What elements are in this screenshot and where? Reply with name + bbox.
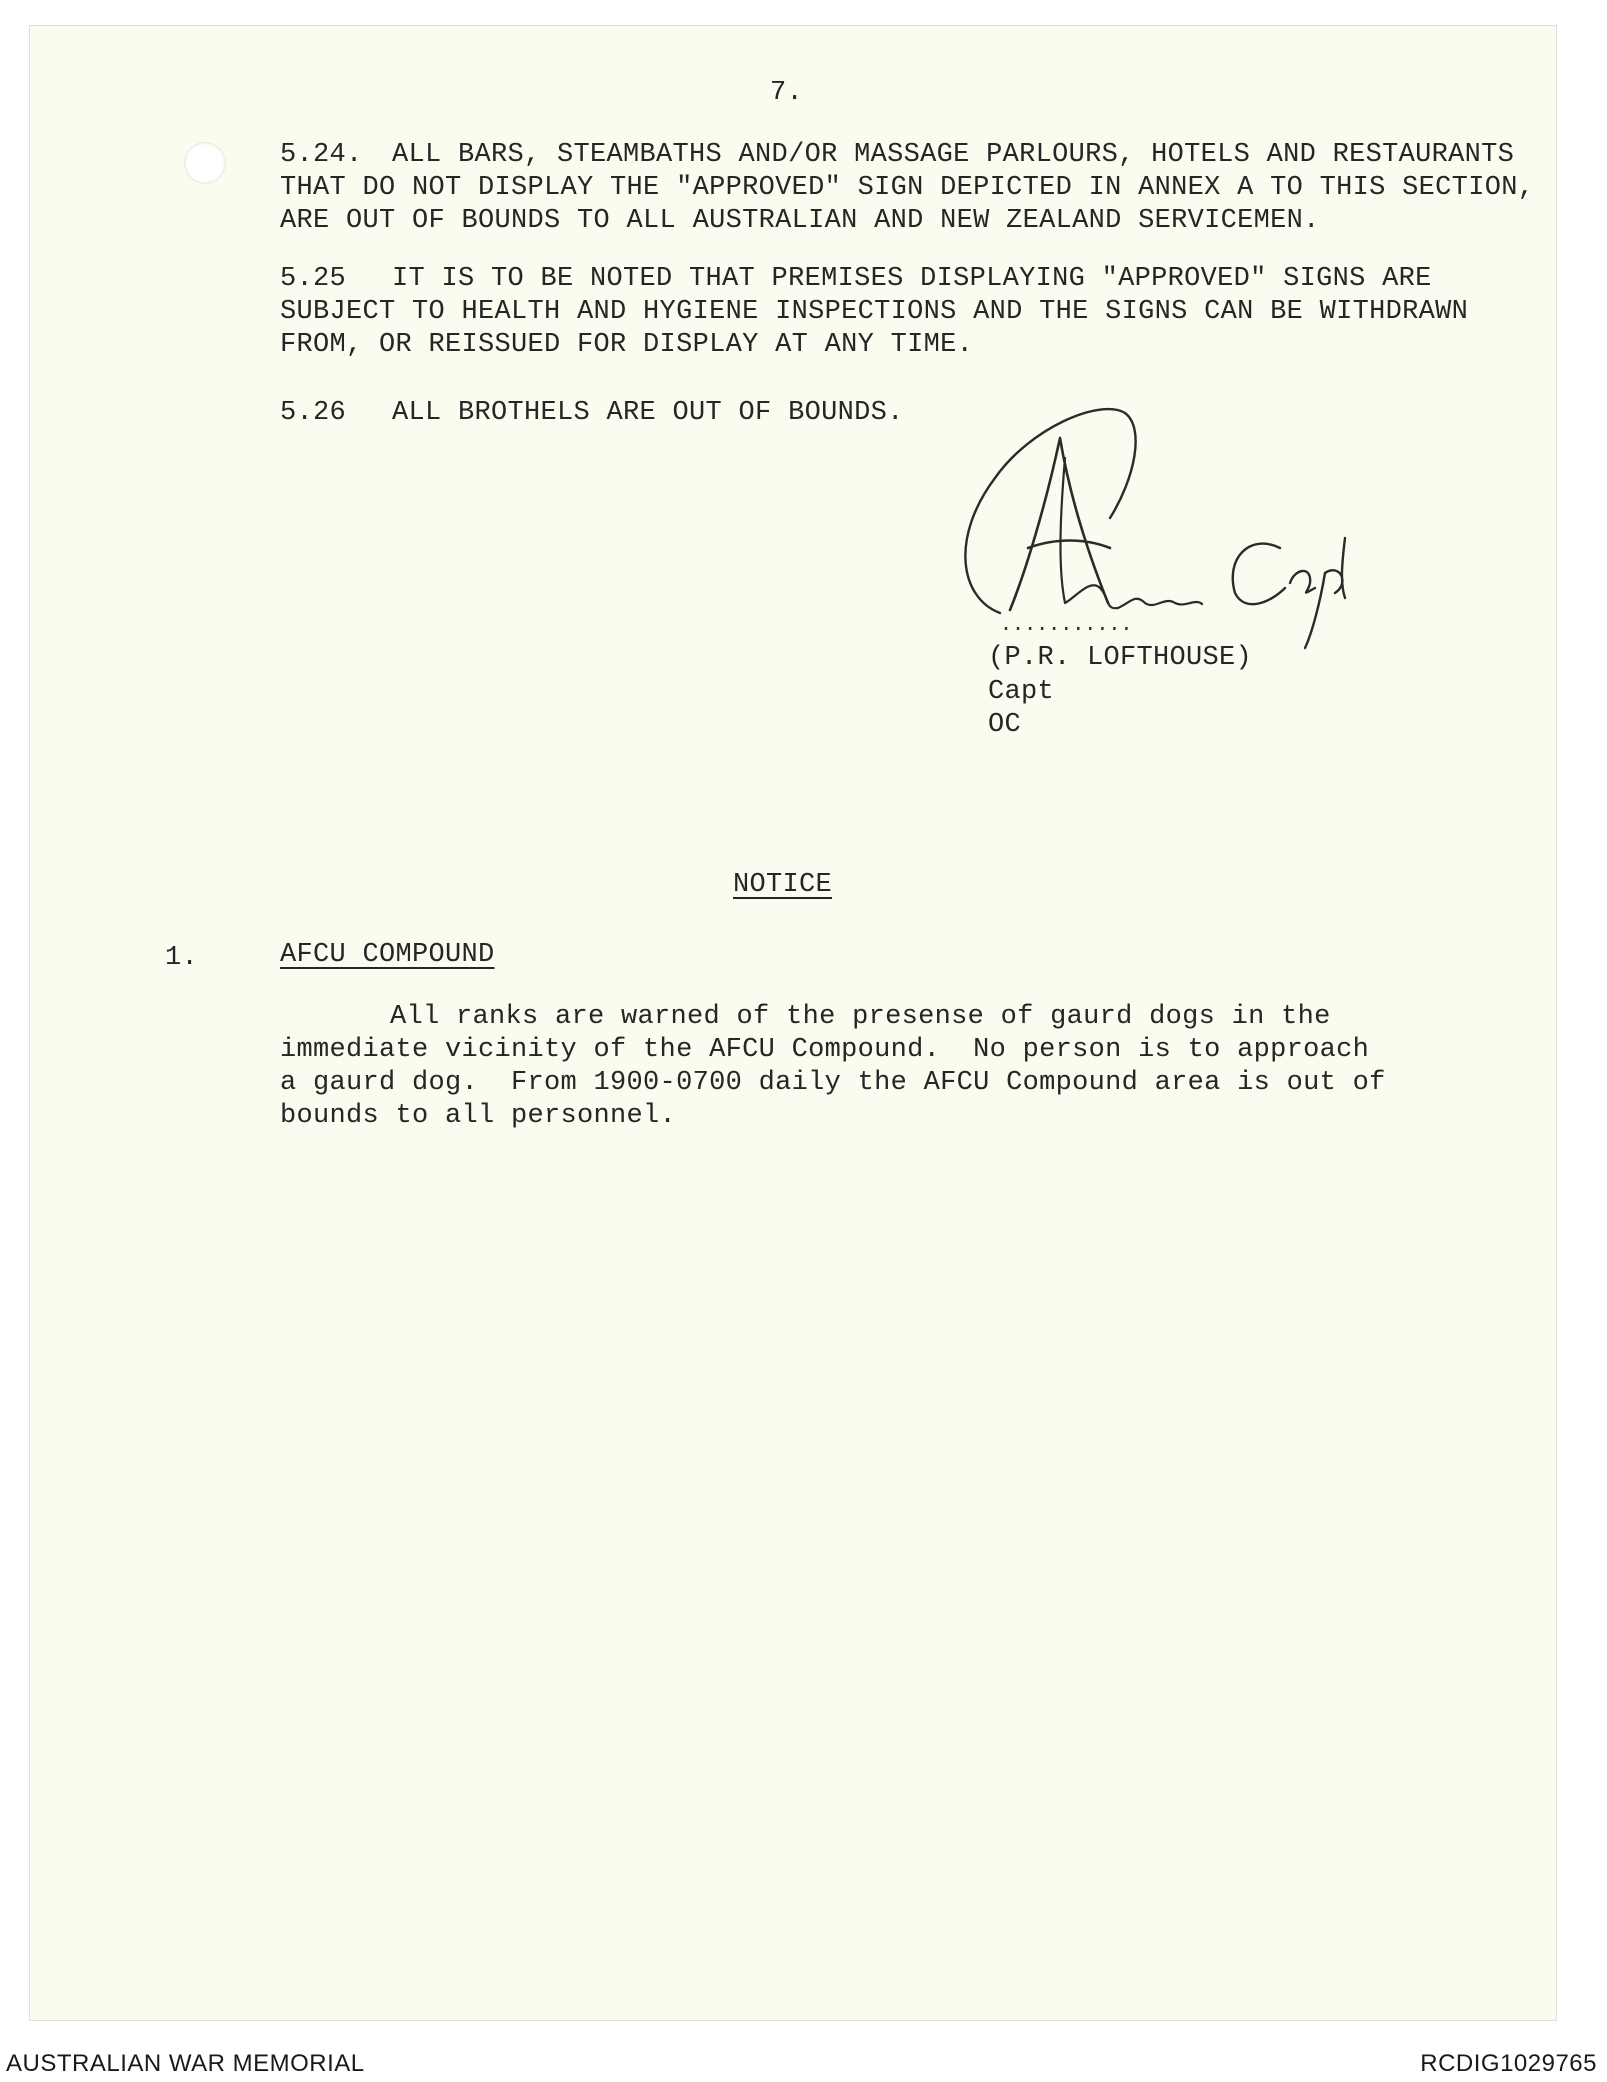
signatory-role: OC: [988, 710, 1022, 740]
clause-5-25-line-1: 5.25 IT IS TO BE NOTED THAT PREMISES DISPLAYING "APPROVED" SIGNS ARE: [280, 264, 1432, 294]
notice-body-line-2: immediate vicinity of the AFCU Compound. No person is to approach: [280, 1035, 1370, 1065]
signatory-name: (P.R. LOFTHOUSE): [988, 643, 1253, 673]
notice-body-line-3: a gaurd dog. From 1900-0700 daily the AFCU Compound area is out of: [280, 1068, 1386, 1098]
notice-body-line-4: bounds to all personnel.: [280, 1101, 677, 1131]
clause-5-24-line-2: THAT DO NOT DISPLAY THE "APPROVED" SIGN DEPICTED IN ANNEX A TO THIS SECTION,: [280, 173, 1535, 203]
notice-item-title: AFCU COMPOUND: [280, 940, 495, 970]
page-number: 7.: [770, 78, 804, 108]
notice-heading: NOTICE: [733, 870, 833, 900]
handwritten-signature: [940, 398, 1360, 658]
notice-body-line-1: All ranks are warned of the presense of gaurd dogs in the: [390, 1002, 1331, 1032]
clause-5-26-line-1: 5.26 ALL BROTHELS ARE OUT OF BOUNDS.: [280, 398, 904, 428]
clause-5-25-line-2: SUBJECT TO HEALTH AND HYGIENE INSPECTIONS AND THE SIGNS CAN BE WITHDRAWN: [280, 297, 1469, 327]
clause-5-24-line-3: ARE OUT OF BOUNDS TO ALL AUSTRALIAN AND NEW ZEALAND SERVICEMEN.: [280, 206, 1320, 236]
clause-5-24-line-1: 5.24. ALL BARS, STEAMBATHS AND/OR MASSAGE PARLOURS, HOTELS AND RESTAURANTS: [280, 140, 1515, 170]
footer-record-id: RCDIG1029765: [1420, 2050, 1597, 2077]
footer-archive-name: AUSTRALIAN WAR MEMORIAL: [6, 2050, 365, 2077]
clause-5-25-line-3: FROM, OR REISSUED FOR DISPLAY AT ANY TIME.: [280, 330, 974, 360]
svg-text:...........: ...........: [1000, 611, 1133, 635]
signatory-rank: Capt: [988, 677, 1055, 707]
notice-item-number: 1.: [165, 943, 199, 973]
punch-hole: [184, 142, 226, 184]
